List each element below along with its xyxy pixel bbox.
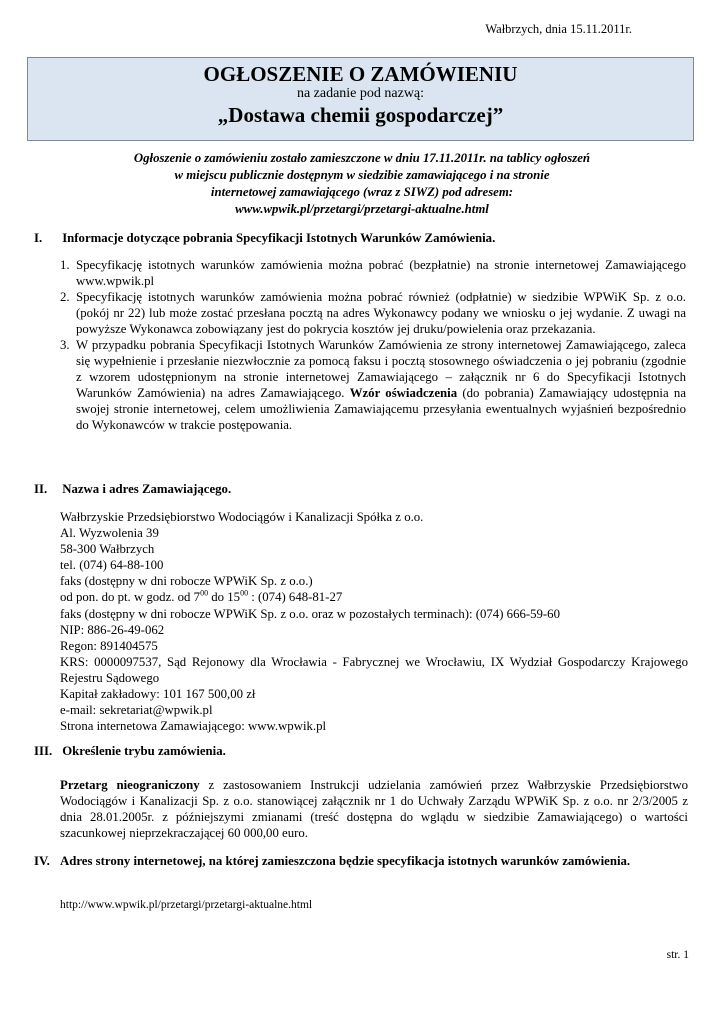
publication-notice xyxy=(60,150,664,218)
title-subtitle: na zadanie pod nazwą: xyxy=(296,86,425,101)
notice-line: Ogłoszenie o zamówieniu zostało zamieszczone w dniu 17.11.2011r. na tablicy ogłoszeń xyxy=(133,151,591,165)
section-number: III. xyxy=(34,744,53,758)
section-3-heading xyxy=(34,744,226,759)
website-line: Strona internetowa Zamawiającego: www.wpwik.pl xyxy=(60,719,327,734)
item-text: W przypadku pobrania Specyfikacji Istotnych Warunków Zamówienia ze strony internetowej Zamawiającego, zaleca się wypełnienie i przesłanie niezwłocznie za pomocą faksu i pocztą stosownego oświadczenia o jej pobraniu (zgodnie z wzorem udostępnionym na stronie internetowej Zamawiającego – załącznik nr 6 do Specyfikacji Istotnych Warunków Zamówienia) na adres Zamawiającego. xyxy=(76,338,686,400)
list-item xyxy=(60,257,686,289)
hours-text: od pon. do pt. w godz. od 7 xyxy=(60,590,201,605)
address-line: NIP: 886-26-49-062 xyxy=(60,622,165,637)
hours-text: do 15 xyxy=(208,590,241,605)
section-number: IV. xyxy=(34,854,50,868)
tender-name: „Dostawa chemii gospodarczej” xyxy=(217,103,504,127)
address-line: Wałbrzyskie Przedsiębiorstwo Wodociągów i Kanalizacji Spółka z o.o. xyxy=(60,510,424,524)
page-number: str. 1 xyxy=(666,949,689,961)
procedure-type: Przetarg nieograniczony xyxy=(60,778,200,792)
item-text: (do pobrania) Zamawiający udostępnia na swojej stronie internetowej, celem umożliwienia Zamawiającemu przesyłania ewentualnych wyjaśnień bezpośrednio do Wykonawców w trakcie postępowania. xyxy=(76,386,687,432)
section-number: I. xyxy=(34,231,43,245)
section-title: Określenie trybu zamówienia. xyxy=(62,744,226,758)
procedure-text: z zastosowaniem Instrukcji udzielania zamówień przez Wałbrzyskie Przedsiębiorstwo Wodociągów i Kanalizacji Sp. z o.o. stanowiącej załącznik nr 1 do Uchwały Zarządu WPWiK Sp. z o.o. nr 2/3/2005 z dnia 28.01.2005r. z późniejszymi zmianami (treść dostępna do wglądu w siedzibie Zamawiającego) o wartości szacunkowej nieprzekraczającej 60 000,00 euro. xyxy=(60,778,689,840)
procedure-paragraph xyxy=(60,777,688,841)
section-title: Adres strony internetowej, na której zamieszczona będzie specyfikacja istotnych warunków zamówienia. xyxy=(60,854,631,868)
contracting-authority-address xyxy=(60,509,688,734)
section-4-heading xyxy=(34,853,688,870)
section-1-heading xyxy=(34,231,495,246)
address-line: faks (dostępny w dni robocze WPWiK Sp. z o.o. oraz w pozostałych terminach): (074) 666-59-60 xyxy=(60,606,560,621)
date-line: Wałbrzych, dnia 15.11.2011r. xyxy=(485,22,632,36)
section-title: Nazwa i adres Zamawiającego. xyxy=(62,482,232,496)
address-line: Regon: 891404575 xyxy=(60,638,158,653)
address-line: 58-300 Wałbrzych xyxy=(60,542,155,557)
notice-line: w miejscu publicznie dostępnym w siedzibie zamawiającego i na stronie xyxy=(174,168,550,182)
item-number: 2. xyxy=(60,290,70,304)
email-line: e-mail: sekretariat@wpwik.pl xyxy=(60,703,213,718)
notice-url: www.wpwik.pl/przetargi/przetargi-aktualne.html xyxy=(235,202,489,216)
krs-line: KRS: 0000097537, Sąd Rejonowy dla Wrocławia - Fabrycznej we Wrocławiu, IX Wydział Gospodarczy Krajowego Rejestru Sądowego xyxy=(60,654,688,685)
item-text-bold: Wzór oświadczenia xyxy=(349,386,458,400)
hours-sup: 00 xyxy=(240,589,249,599)
item-number: 3. xyxy=(60,338,70,352)
section-number: II. xyxy=(34,482,48,496)
item-text: Specyfikację istotnych warunków zamówienia można pobrać również (odpłatnie) w siedzibie WPWiK Sp. z o.o. (pokój nr 22) lub może zostać przesłana pocztą na adres Wykonawcy podany we wniosku o jej wydanie. Z uwagi na powyższe Wykonawca zobowiązany jest do pokrycia kosztów jej druku/powielenia oraz przekazania. xyxy=(76,290,686,336)
title-box xyxy=(27,57,694,141)
section-title: Informacje dotyczące pobrania Specyfikacji Istotnych Warunków Zamówienia. xyxy=(62,231,496,245)
download-info-list xyxy=(60,257,686,433)
hours-text: : (074) 648-81-27 xyxy=(248,590,343,605)
title-main: OGŁOSZENIE O ZAMÓWIENIU xyxy=(203,62,518,86)
office-hours-line xyxy=(60,589,688,605)
hours-sup: 00 xyxy=(200,589,209,599)
specification-url: http://www.wpwik.pl/przetargi/przetargi-aktualne.html xyxy=(60,899,313,911)
address-line: Kapitał zakładowy: 101 167 500,00 zł xyxy=(60,687,256,702)
address-line: faks (dostępny w dni robocze WPWiK Sp. z o.o.) xyxy=(60,574,313,589)
section-2-heading xyxy=(34,482,231,497)
list-item xyxy=(60,289,686,337)
item-text: Specyfikację istotnych warunków zamówienia można pobrać (bezpłatnie) na stronie internetowej Zamawiającego www.wpwik.pl xyxy=(76,258,686,288)
list-item xyxy=(60,337,686,433)
address-line: Al. Wyzwolenia 39 xyxy=(60,526,159,541)
address-line: tel. (074) 64-88-100 xyxy=(60,558,164,573)
notice-line: internetowej zamawiającego (wraz z SIWZ) pod adresem: xyxy=(210,185,514,199)
item-number: 1. xyxy=(60,258,70,272)
